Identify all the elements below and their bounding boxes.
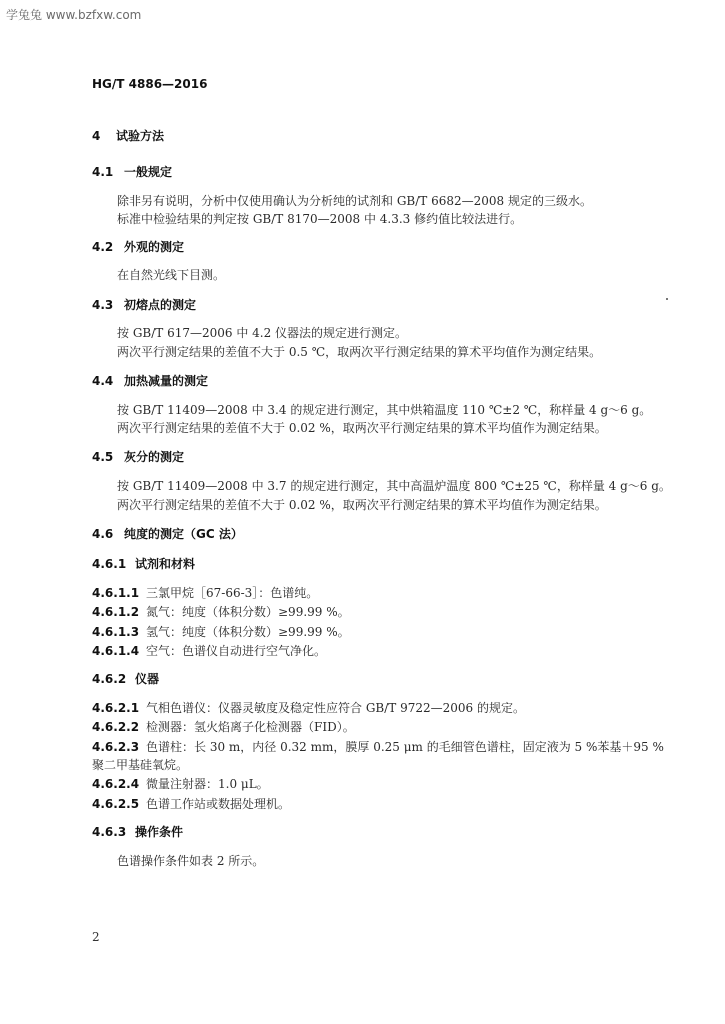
item-text: 检测器：氢火焰离子化检测器（FID）。	[146, 720, 355, 734]
item-text: 空气：色谱仪自动进行空气净化。	[146, 644, 327, 658]
section-title: 试验方法	[116, 129, 165, 143]
item-number: 4.6.2.3	[92, 740, 140, 754]
section-title: 加热减量的测定	[124, 374, 209, 388]
section-heading-4-5	[92, 448, 184, 465]
item-text: 氢气：纯度（体积分数）≥99.99 %。	[146, 625, 350, 639]
list-item	[92, 718, 355, 735]
item-number: 4.6.1.3	[92, 625, 140, 639]
paragraph: 按 GB/T 617—2006 中 4.2 仪器法的规定进行测定。	[117, 326, 408, 340]
list-item	[92, 603, 350, 620]
item-number: 4.6.1.2	[92, 605, 140, 619]
section-number: 4.2	[92, 240, 114, 254]
section-number: 4.6.2	[92, 672, 127, 686]
list-item-continuation: 聚二甲基硅氧烷。	[92, 758, 189, 772]
list-item	[92, 699, 525, 716]
list-item	[92, 623, 350, 640]
section-heading-4-4	[92, 372, 208, 389]
section-number: 4	[92, 129, 101, 143]
section-title: 初熔点的测定	[124, 298, 197, 312]
section-number: 4.3	[92, 298, 114, 312]
item-text: 氮气：纯度（体积分数）≥99.99 %。	[146, 605, 350, 619]
section-title: 纯度的测定（GC 法）	[124, 527, 243, 541]
section-number: 4.4	[92, 374, 114, 388]
section-number: 4.6.1	[92, 557, 127, 571]
paragraph: 在自然光线下目测。	[117, 268, 226, 282]
section-title: 一般规定	[124, 165, 173, 179]
section-title: 灰分的测定	[124, 450, 185, 464]
section-title: 操作条件	[135, 825, 184, 839]
item-text: 色谱工作站或数据处理机。	[146, 797, 291, 811]
item-text: 微量注射器：1.0 μL。	[146, 777, 269, 791]
section-heading-4	[92, 127, 164, 144]
scan-speck	[666, 298, 668, 300]
section-title: 试剂和材料	[135, 557, 196, 571]
item-text: 三氯甲烷［67-66-3］：色谱纯。	[146, 586, 319, 600]
section-number: 4.1	[92, 165, 114, 179]
paragraph: 除非另有说明，分析中仅使用确认为分析纯的试剂和 GB/T 6682—2008 规定的三级水。	[117, 194, 592, 208]
paragraph: 按 GB/T 11409—2008 中 3.4 的规定进行测定，其中烘箱温度 110 ℃±2 ℃，称样量 4 g～6 g。	[117, 403, 652, 417]
paragraph: 按 GB/T 11409—2008 中 3.7 的规定进行测定，其中高温炉温度 800 ℃±25 ℃，称样量 4 g～6 g。	[117, 479, 671, 493]
document-code-header: HG/T 4886—2016	[92, 77, 208, 91]
item-text: 气相色谱仪：仪器灵敏度及稳定性应符合 GB/T 9722—2006 的规定。	[146, 701, 525, 715]
page-number: 2	[92, 930, 100, 944]
item-number: 4.6.2.4	[92, 777, 140, 791]
item-text: 色谱柱：长 30 m，内径 0.32 mm，膜厚 0.25 μm 的毛细管色谱柱，固定液为 5 %苯基＋95 %	[146, 740, 664, 754]
item-number: 4.6.2.1	[92, 701, 140, 715]
section-title: 仪器	[135, 672, 160, 686]
section-title: 外观的测定	[124, 240, 185, 254]
list-item	[92, 738, 664, 755]
paragraph: 两次平行测定结果的差值不大于 0.02 %，取两次平行测定结果的算术平均值作为测定结果。	[117, 421, 607, 435]
section-number: 4.5	[92, 450, 114, 464]
item-number: 4.6.2.2	[92, 720, 140, 734]
list-item	[92, 795, 290, 812]
paragraph: 两次平行测定结果的差值不大于 0.5 ℃，取两次平行测定结果的算术平均值作为测定结果。	[117, 345, 602, 359]
section-heading-4-2	[92, 238, 184, 255]
list-item	[92, 584, 318, 601]
item-number: 4.6.1.1	[92, 586, 140, 600]
item-number: 4.6.2.5	[92, 797, 140, 811]
list-item	[92, 775, 269, 792]
section-heading-4-6	[92, 525, 243, 542]
section-number: 4.6.3	[92, 825, 127, 839]
paragraph: 色谱操作条件如表 2 所示。	[117, 854, 265, 868]
paragraph: 两次平行测定结果的差值不大于 0.02 %，取两次平行测定结果的算术平均值作为测定结果。	[117, 498, 607, 512]
section-heading-4-6-2	[92, 670, 159, 687]
watermark: 学兔兔 www.bzfxw.com	[6, 8, 142, 22]
section-heading-4-3	[92, 296, 196, 313]
section-heading-4-1	[92, 163, 172, 180]
section-number: 4.6	[92, 527, 114, 541]
paragraph: 标准中检验结果的判定按 GB/T 8170—2008 中 4.3.3 修约值比较法进行。	[117, 212, 523, 226]
section-heading-4-6-3	[92, 823, 183, 840]
section-heading-4-6-1	[92, 555, 195, 572]
item-number: 4.6.1.4	[92, 644, 140, 658]
list-item	[92, 642, 326, 659]
